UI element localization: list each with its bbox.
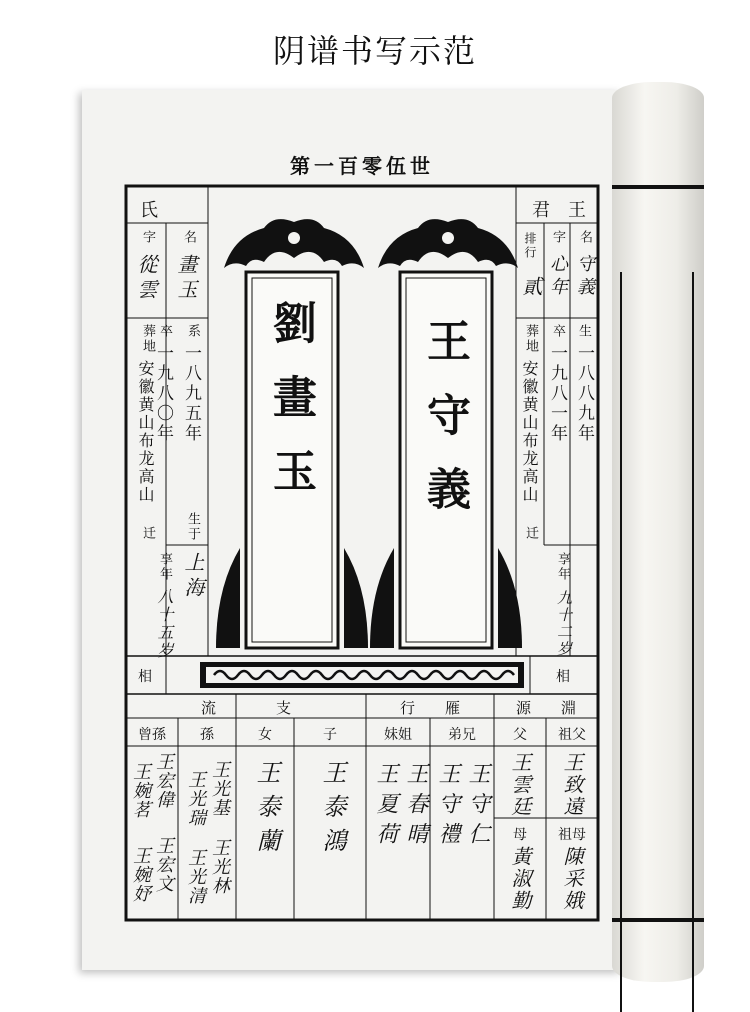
ornament-band: [200, 662, 524, 688]
section-origin: 源 淵: [515, 699, 576, 717]
bride-courtesy: 從雲: [134, 254, 158, 304]
xiang-left: 相: [138, 669, 152, 685]
bride-label: 氏: [140, 200, 158, 221]
grandfather-name: 王致遠: [560, 752, 584, 818]
page-heading: 阴谱书写示范: [272, 32, 477, 70]
mother-name: 黃淑勤: [508, 846, 532, 912]
bride-death: 一九八〇年: [153, 344, 173, 444]
bride-tablet-name: 劉畫玉: [265, 300, 316, 522]
header-grandfather: 祖父: [558, 727, 586, 743]
groom-birth-label: 生: [576, 324, 591, 339]
header-daughters: 女: [258, 727, 272, 743]
bride-age-label: 享年: [157, 552, 172, 582]
header-sons: 子: [323, 727, 337, 743]
grandchild-4: 王光清: [185, 848, 206, 905]
groom-name: 守義: [574, 254, 595, 300]
header-grandmother: 祖母: [558, 827, 586, 843]
bride-name-label: 名: [181, 230, 196, 245]
groom-death-label: 卒: [550, 324, 565, 339]
header-great-grandchildren: 曾孫: [138, 727, 166, 743]
bride-age: 八十五岁: [155, 588, 174, 660]
groom-courtesy: 心年: [547, 254, 568, 300]
brother-1: 王守禮: [435, 762, 460, 852]
bride-birthplace: 上海: [181, 552, 205, 602]
groom-courtesy-label: 字: [550, 230, 565, 245]
xiang-right: 相: [556, 669, 570, 685]
grandmother-name: 陳采娥: [560, 846, 584, 912]
sister-1: 王夏荷: [373, 762, 398, 852]
bride-birthplace-label: 生于: [185, 512, 200, 542]
section-branch: 流 支: [200, 699, 291, 717]
header-mother: 母: [513, 827, 527, 843]
grandchild-1: 王光基: [209, 760, 230, 817]
bride-burial: 安徽黄山布龙高山: [136, 360, 155, 504]
groom-age-label: 享年: [555, 552, 570, 582]
groom-rank-label: 排行: [523, 232, 537, 260]
groom-burial: 安徽黄山布龙高山: [520, 360, 539, 504]
groom-surname: 王: [568, 200, 586, 221]
header-grandchildren: 孫: [200, 727, 214, 743]
bride-moved-label: 迁: [140, 526, 155, 541]
groom-name-label: 名: [577, 230, 592, 245]
grandchild-2: 王光林: [209, 838, 230, 895]
header-brothers: 弟兄: [448, 727, 476, 743]
bride-burial-label: 葬地: [140, 324, 155, 354]
great-grandchild-1: 王宏偉: [153, 752, 174, 809]
groom-label: 君: [532, 200, 550, 221]
groom-tablet-name: 王守義: [419, 318, 470, 540]
header-father: 父: [513, 727, 527, 743]
groom-moved-label: 迁: [523, 526, 538, 541]
bride-name: 畫玉: [174, 254, 198, 304]
bride-courtesy-label: 字: [140, 230, 155, 245]
great-grandchild-2: 王婉茗: [130, 762, 151, 819]
father-name: 王雲廷: [508, 752, 532, 818]
bride-birth-label: 系: [185, 324, 200, 339]
great-grandchild-3: 王宏文: [153, 836, 174, 893]
bride-birth: 一八九五年: [181, 344, 201, 444]
grandchild-3: 王光瑞: [185, 770, 206, 827]
son-1: 王泰鴻: [318, 760, 346, 862]
brother-2: 王守仁: [465, 762, 490, 852]
section-siblings: 行 雁: [399, 699, 460, 717]
sister-2: 王春晴: [403, 762, 428, 852]
header-sisters: 妹姐: [384, 727, 412, 743]
bride-death-label: 卒: [157, 324, 172, 339]
daughter-1: 王泰蘭: [252, 760, 280, 862]
generation-title: 第一百零伍世: [290, 154, 434, 178]
groom-age: 九十二岁: [555, 590, 573, 658]
great-grandchild-4: 王婉妤: [130, 846, 151, 903]
groom-birth: 一八八九年: [574, 344, 594, 444]
groom-rank: 貳: [519, 276, 543, 301]
groom-burial-label: 葬地: [523, 324, 538, 354]
groom-death: 一九八一年: [547, 344, 567, 444]
